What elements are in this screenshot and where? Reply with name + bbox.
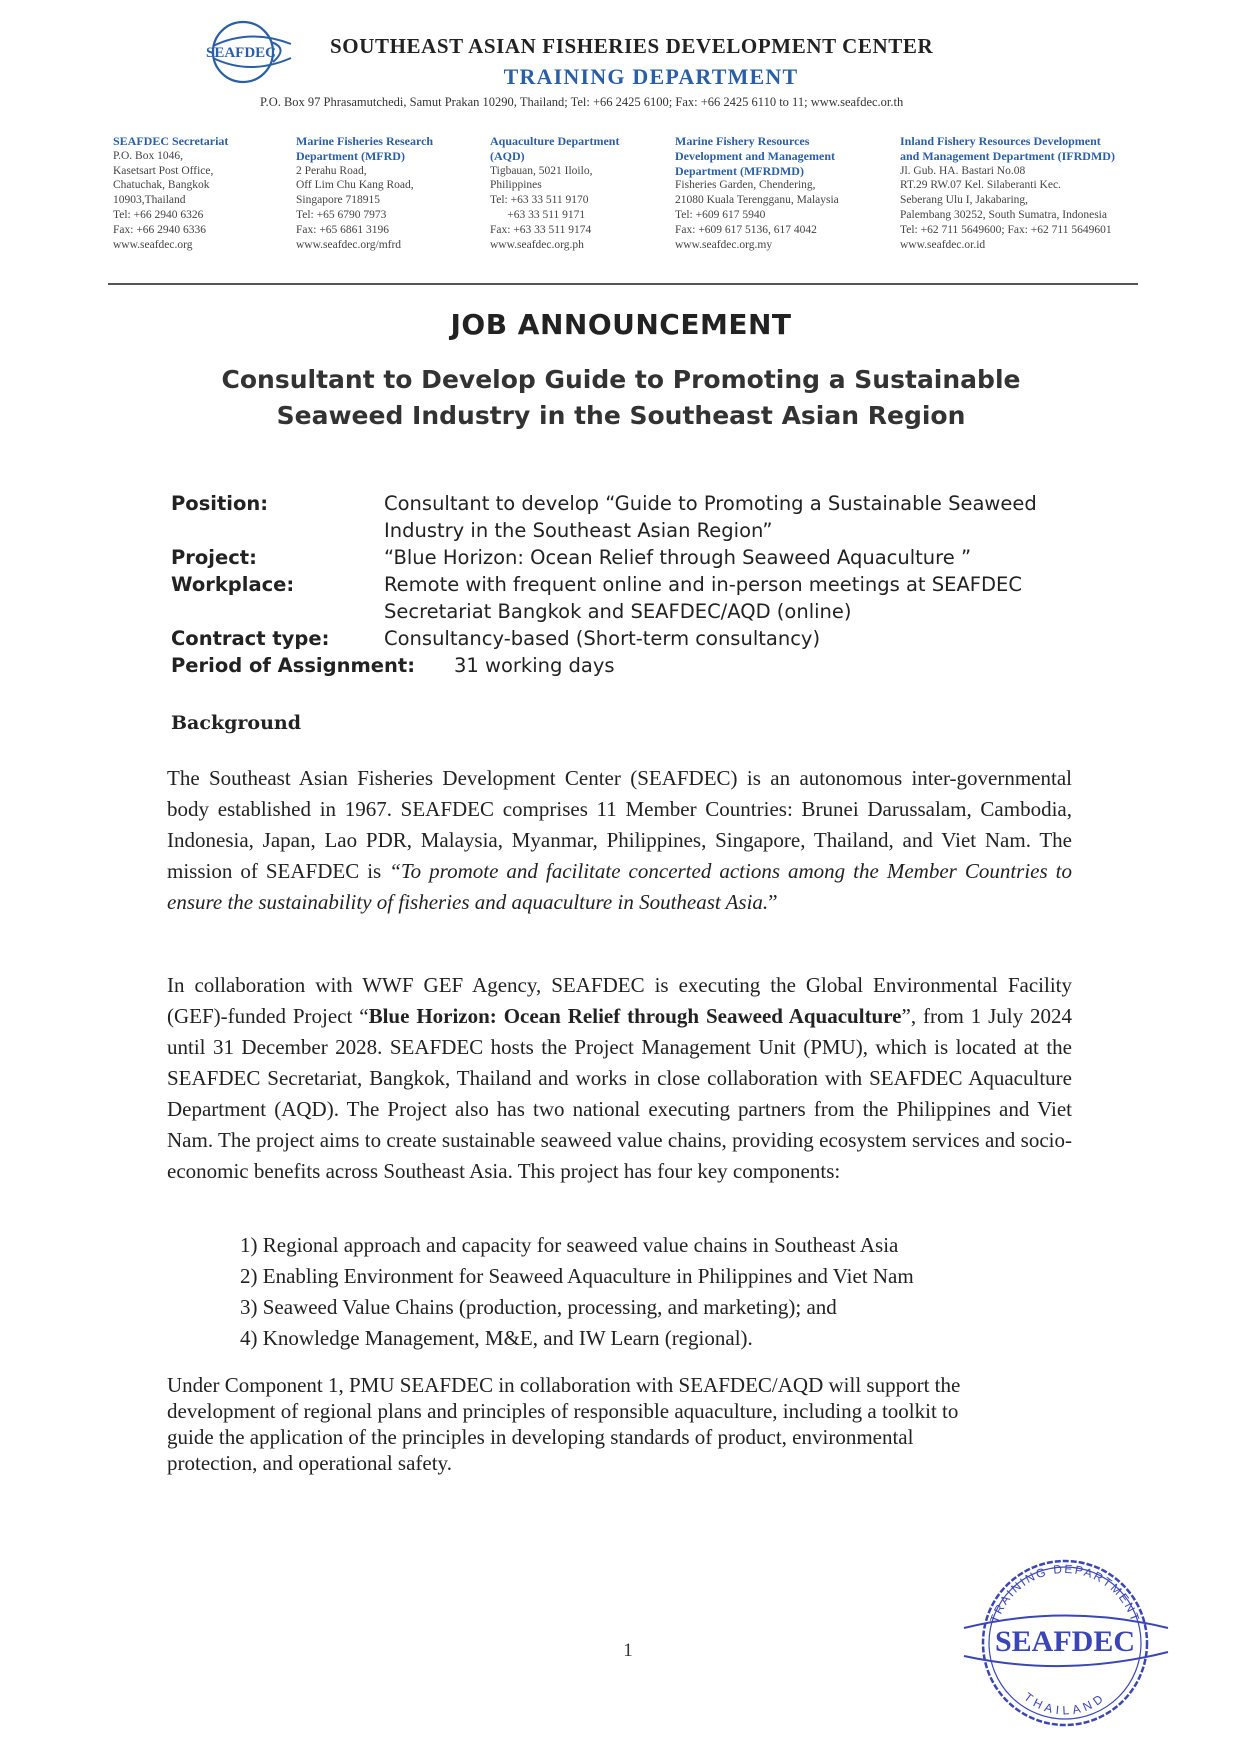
office-name: Inland Fishery Resources Development bbox=[900, 134, 1101, 148]
office-name: and Management Department (IFRDMD) bbox=[900, 148, 1115, 163]
detail-label: Position: bbox=[171, 492, 269, 515]
office-detail: Off Lim Chu Kang Road, bbox=[296, 179, 414, 192]
detail-value: “Blue Horizon: Ocean Relief through Seaweed Aquaculture ” bbox=[384, 546, 972, 569]
letterhead-address: P.O. Box 97 Phrasamutchedi, Samut Prakan 10290, Thailand; Tel: +66 2425 6100; Fax: +66 2425 6110 to 11; www.seafdec.or.th bbox=[260, 95, 904, 109]
office-name: Aquaculture Department bbox=[490, 134, 620, 148]
office-detail: Tel: +609 617 5940 bbox=[675, 208, 766, 221]
organization-name: SOUTHEAST ASIAN FISHERIES DEVELOPMENT CENTER bbox=[330, 34, 934, 58]
components-list bbox=[240, 1230, 914, 1354]
office-detail: Jl. Gub. HA. Bastari No.08 bbox=[900, 164, 1026, 177]
page-title: JOB ANNOUNCEMENT bbox=[450, 308, 792, 341]
office-detail: Tel: +63 33 511 9170 bbox=[490, 194, 589, 207]
background-paragraph-3 bbox=[167, 1372, 1072, 1476]
detail-value: Consultant to develop “Guide to Promoting a Sustainable Seaweed bbox=[384, 492, 1037, 515]
office-detail: Fisheries Garden, Chendering, bbox=[675, 179, 816, 192]
detail-row-workplace bbox=[171, 571, 1071, 625]
subtitle-line: Consultant to Develop Guide to Promoting a Sustainable bbox=[221, 365, 1021, 394]
paragraph-text: ” bbox=[768, 890, 778, 914]
background-heading: Background bbox=[171, 712, 301, 734]
letterhead-divider bbox=[108, 283, 1138, 285]
office-detail: Singapore 718915 bbox=[296, 194, 381, 207]
svg-text:SEAFDEC: SEAFDEC bbox=[205, 45, 277, 61]
background-paragraph-2 bbox=[167, 970, 1072, 1187]
office-aqd bbox=[490, 134, 619, 252]
mission-quote: “To promote and facilitate concerted actions among the Member Countries to ensure the sustainability of fisheries and aquaculture in Southeast Asia. bbox=[167, 859, 1073, 914]
list-item: 1) Regional approach and capacity for seaweed value chains in Southeast Asia bbox=[240, 1233, 899, 1257]
paragraph-line: development of regional plans and principles of responsible aquaculture, including a toolkit to bbox=[167, 1399, 959, 1423]
office-ifrdmd bbox=[900, 134, 1115, 252]
office-name: SEAFDEC Secretariat bbox=[113, 134, 229, 148]
office-detail: Tigbauan, 5021 Iloilo, bbox=[490, 164, 593, 177]
list-item: 4) Knowledge Management, M&E, and IW Learn (regional). bbox=[240, 1326, 753, 1350]
office-detail: Palembang 30252, South Sumatra, Indonesia bbox=[900, 208, 1107, 221]
svg-text:SEAFDEC: SEAFDEC bbox=[994, 1625, 1136, 1658]
svg-text:THAILAND: THAILAND bbox=[1021, 1689, 1109, 1718]
office-name: Department (MFRD) bbox=[296, 148, 405, 163]
office-detail: Fax: +609 617 5136, 617 4042 bbox=[675, 223, 817, 236]
office-detail: Fax: +63 33 511 9174 bbox=[490, 223, 592, 236]
office-detail: Tel: +65 6790 7973 bbox=[296, 208, 387, 221]
office-detail: Philippines bbox=[490, 179, 542, 192]
office-detail: RT.29 RW.07 Kel. Silaberanti Kec. bbox=[900, 179, 1061, 192]
office-name: (AQD) bbox=[490, 148, 525, 163]
office-name: Department (MFRDMD) bbox=[675, 163, 804, 178]
paragraph-text: ”, from 1 July 2024 until 31 December 2028. SEAFDEC hosts the Project Management Unit (PMU), which is located at the SEAFDEC Secretariat, Bangkok, Thailand and works in close collaboration with SEAFDEC Aquaculture Department (AQD). The Project also has two national executing partners from the Philippines and Viet Nam. The project aims to create sustainable seaweed value chains, providing ecosystem services and socio-economic benefits across Southeast Asia. This project has four key components: bbox=[167, 1004, 1073, 1183]
list-item: 3) Seaweed Value Chains (production, processing, and marketing); and bbox=[240, 1295, 837, 1319]
office-detail: +63 33 511 9171 bbox=[490, 208, 586, 221]
office-detail: www.seafdec.org.ph bbox=[490, 238, 584, 251]
office-detail: www.seafdec.or.id bbox=[900, 238, 986, 251]
detail-row-position bbox=[171, 490, 1071, 544]
page-number: 1 bbox=[623, 1640, 633, 1661]
project-name: Blue Horizon: Ocean Relief through Seaweed Aquaculture bbox=[368, 1004, 902, 1028]
office-detail: www.seafdec.org bbox=[113, 238, 193, 251]
job-details bbox=[171, 490, 1071, 679]
office-detail: Fax: +66 2940 6336 bbox=[113, 223, 207, 236]
detail-label: Contract type: bbox=[171, 627, 330, 650]
offices-block bbox=[113, 134, 1153, 274]
subtitle-line: Seaweed Industry in the Southeast Asian Region bbox=[276, 401, 966, 430]
paragraph-line: protection, and operational safety. bbox=[167, 1451, 452, 1475]
office-detail: www.seafdec.org/mfrd bbox=[296, 238, 402, 251]
office-name: Marine Fishery Resources bbox=[675, 134, 810, 148]
office-detail: 10903,Thailand bbox=[113, 194, 186, 207]
detail-label: Project: bbox=[171, 546, 257, 569]
office-name: Development and Management bbox=[675, 148, 835, 163]
detail-value: 31 working days bbox=[454, 654, 615, 677]
detail-row-period bbox=[171, 652, 1071, 679]
office-detail: 2 Perahu Road, bbox=[296, 164, 367, 177]
department-name: TRAINING DEPARTMENT bbox=[503, 64, 799, 89]
office-detail: Tel: +66 2940 6326 bbox=[113, 208, 204, 221]
detail-label: Workplace: bbox=[171, 573, 295, 596]
svg-text:TRAINING DEPARTMENT: TRAINING DEPARTMENT bbox=[987, 1561, 1143, 1625]
detail-row-project bbox=[171, 544, 1071, 571]
office-detail: Seberang Ulu I, Jakabaring, bbox=[900, 194, 1029, 207]
paragraph-text: The Southeast Asian Fisheries Development Center (SEAFDEC) is an autonomous inter-governmental body established in 1967. SEAFDEC comprises 11 Member Countries: Brunei Darussalam, Cambodia, Indonesia, Japan, Lao PDR, Malaysia, Myanmar, Philippines, Singapore, Thailand, and Viet Nam. The mission of SEAFDEC is bbox=[167, 766, 1072, 883]
detail-row-contract bbox=[171, 625, 1071, 652]
office-mfrdmd bbox=[675, 134, 839, 252]
office-name: Marine Fisheries Research bbox=[296, 134, 434, 148]
detail-value: Consultancy-based (Short-term consultancy) bbox=[384, 627, 821, 650]
office-detail: P.O. Box 1046, bbox=[113, 149, 183, 162]
detail-label: Period of Assignment: bbox=[171, 654, 416, 677]
department-stamp bbox=[950, 1548, 1180, 1738]
detail-value: Industry in the Southeast Asian Region” bbox=[384, 519, 773, 542]
paragraph-line: guide the application of the principles in developing standards of product, environmental bbox=[167, 1425, 914, 1449]
page-subtitle bbox=[171, 362, 1071, 434]
office-detail: Tel: +62 711 5649600; Fax: +62 711 5649601 bbox=[900, 223, 1112, 236]
office-detail: Chatuchak, Bangkok bbox=[113, 179, 210, 192]
office-detail: Fax: +65 6861 3196 bbox=[296, 223, 390, 236]
office-detail: 21080 Kuala Terengganu, Malaysia bbox=[675, 194, 839, 207]
paragraph-line: Under Component 1, PMU SEAFDEC in collaboration with SEAFDEC/AQD will support the bbox=[167, 1373, 961, 1397]
list-item: 2) Enabling Environment for Seaweed Aquaculture in Philippines and Viet Nam bbox=[240, 1264, 914, 1288]
office-mfrd bbox=[296, 134, 433, 252]
paragraph-text: In collaboration with WWF GEF Agency, SEAFDEC is executing the Global Environmental Facility (GEF)-funded Project “ bbox=[167, 973, 1072, 1028]
background-paragraph-1 bbox=[167, 763, 1072, 918]
office-detail: www.seafdec.org.my bbox=[675, 238, 773, 251]
detail-value: Remote with frequent online and in-person meetings at SEAFDEC bbox=[384, 573, 1022, 596]
detail-value: Secretariat Bangkok and SEAFDEC/AQD (online) bbox=[384, 600, 852, 623]
office-secretariat bbox=[113, 134, 228, 252]
office-detail: Kasetsart Post Office, bbox=[113, 164, 214, 177]
